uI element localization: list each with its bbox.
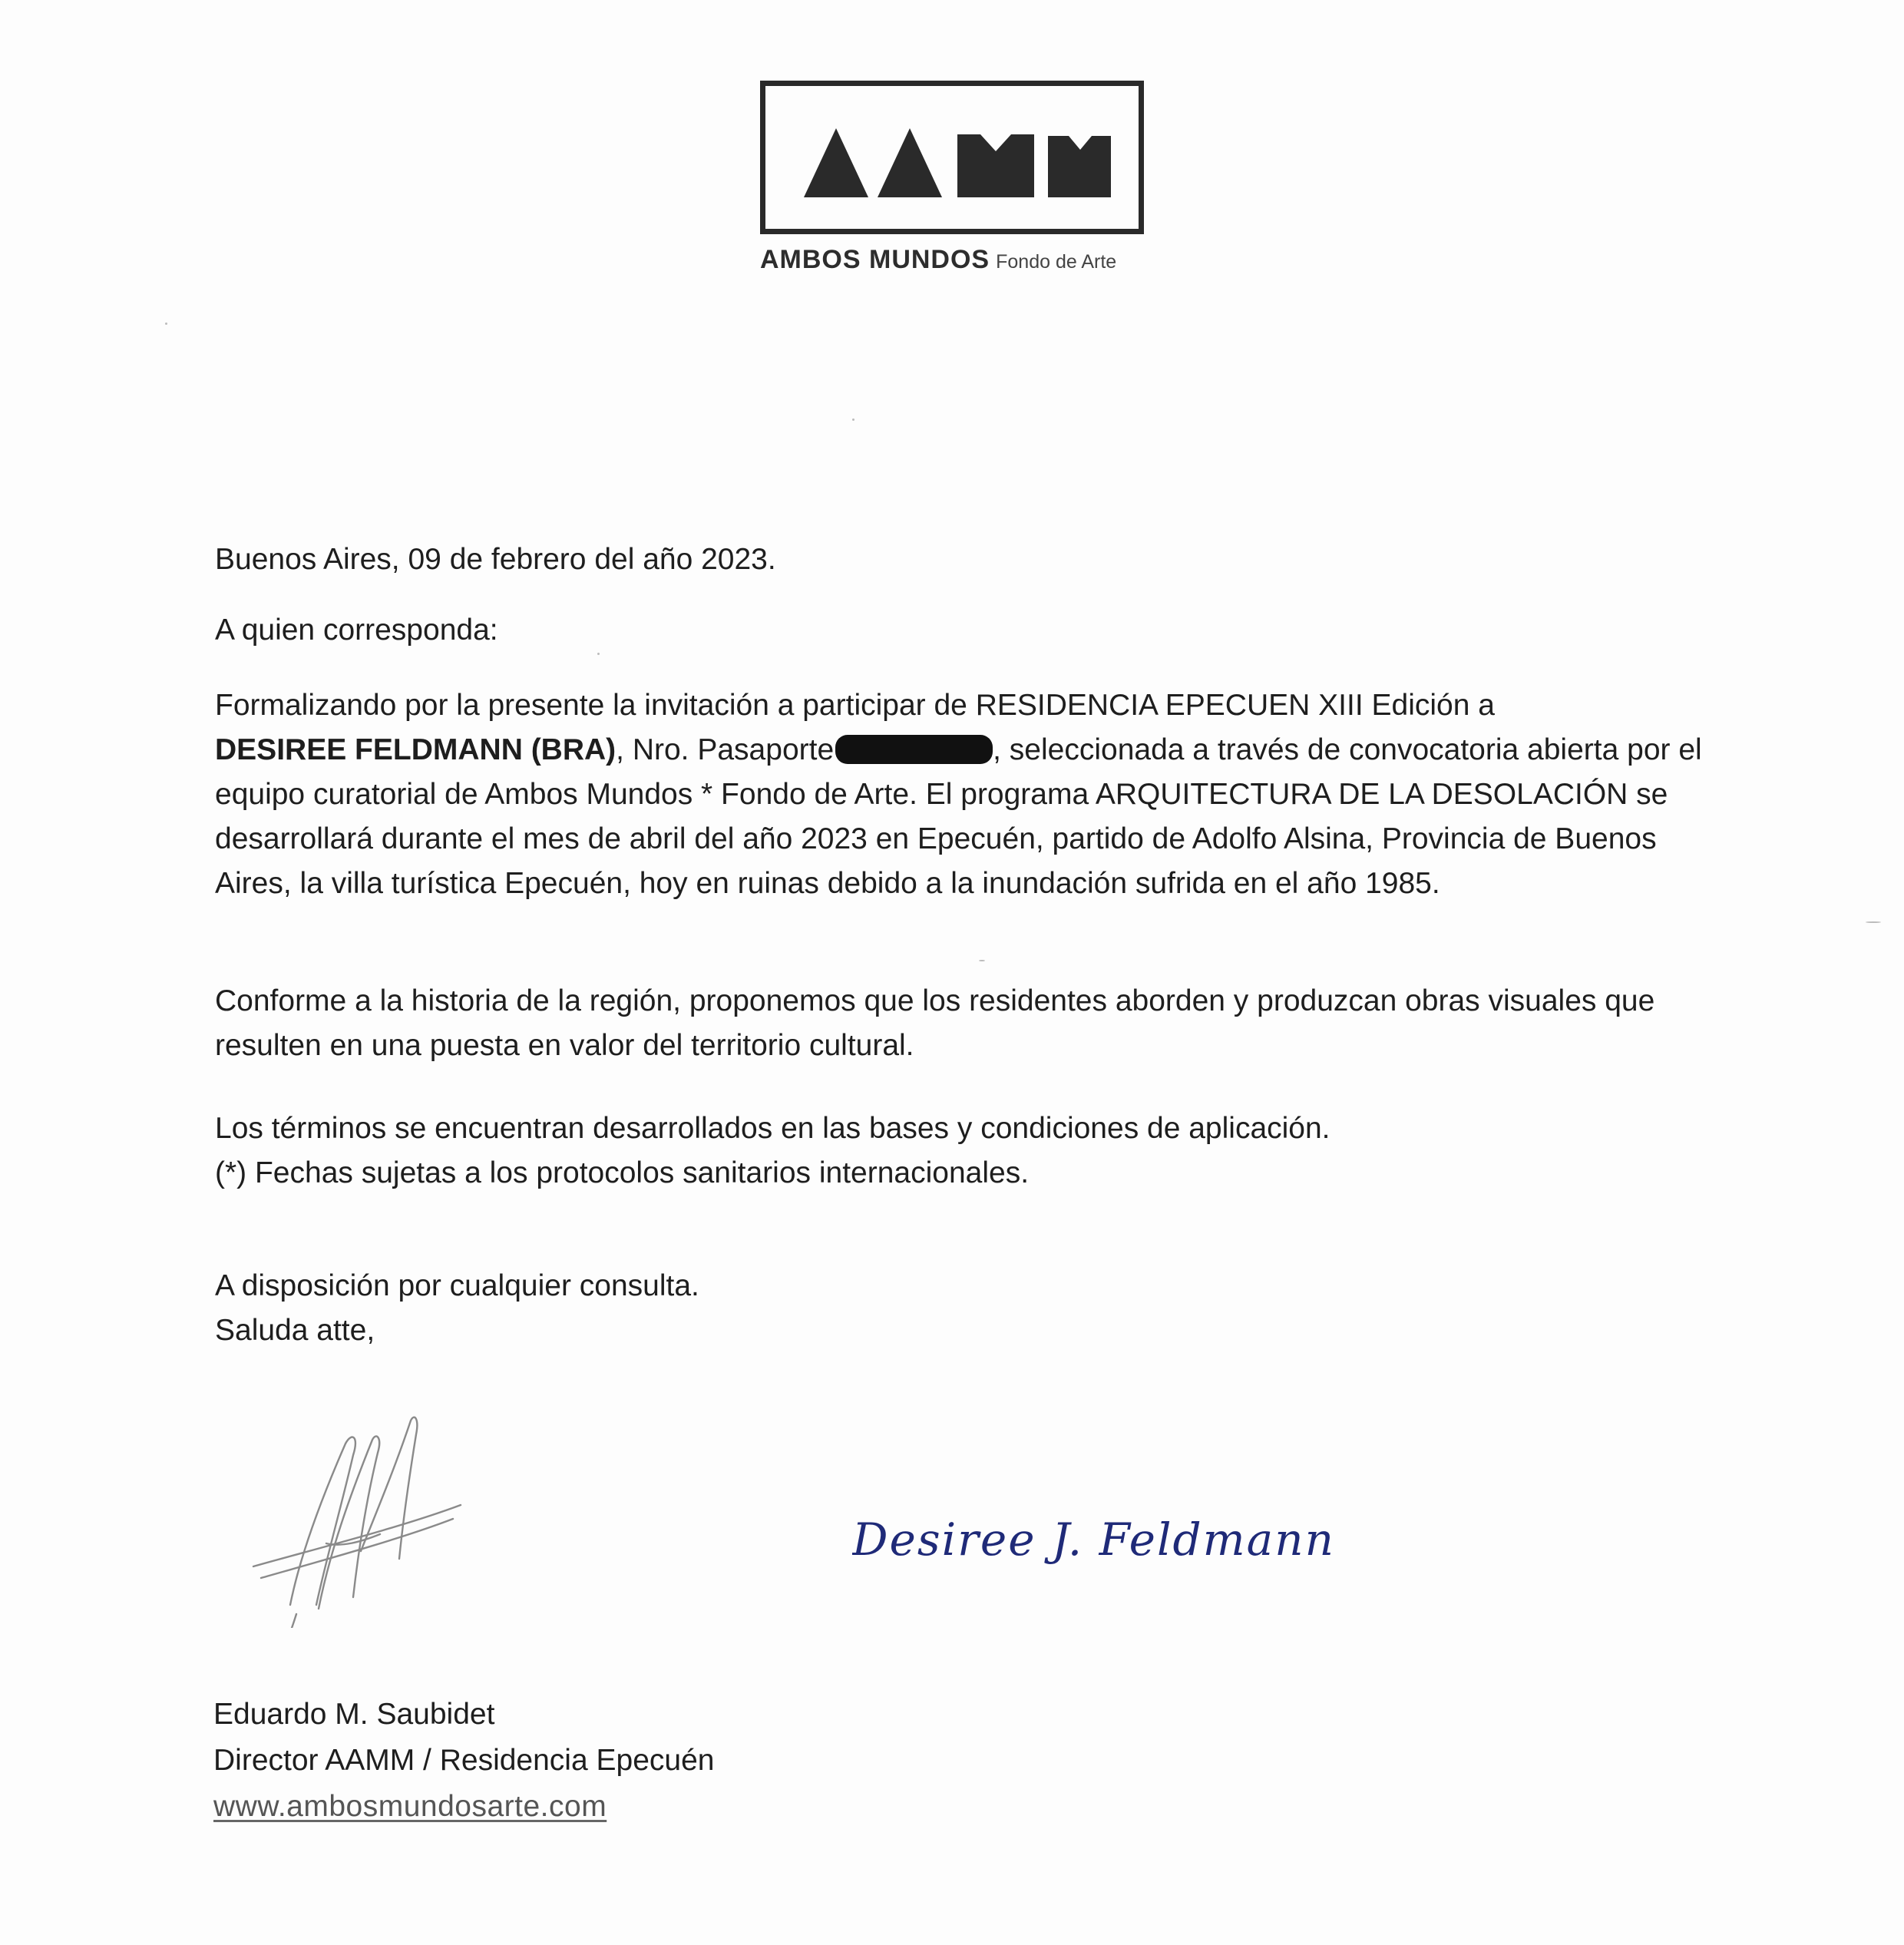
redacted-passport-number	[835, 735, 993, 764]
recipient-signature-text: Desiree J. Feldmann	[852, 1513, 1335, 1566]
closing-line-1: A disposición por cualquier consulta.	[215, 1269, 699, 1302]
website-link[interactable]: www.ambosmundosarte.com	[213, 1790, 607, 1823]
logo-subtitle: Fondo de Arte	[996, 251, 1117, 273]
scan-speck	[979, 960, 985, 961]
dates-note-line: (*) Fechas sujetas a los protocolos sanitarios internacionales.	[215, 1156, 1030, 1189]
recipient-name: DESIREE FELDMANN (BRA)	[215, 733, 616, 766]
sender-title: Director AAMM / Residencia Epecuén	[213, 1744, 715, 1777]
letter-paragraph-2: Conforme a la historia de la región, proponemos que los residentes aborden y produzcan obras visuales que resulten en una puesta en valor del territorio cultural.	[215, 984, 1655, 1062]
closing-line-2: Saluda atte,	[215, 1314, 375, 1347]
letter-paragraph-1	[215, 683, 1720, 906]
recipient-signature	[852, 1509, 1390, 1593]
letter-salutation: A quien corresponda:	[215, 614, 498, 647]
terms-line: Los términos se encuentran desarrollados en las bases y condiciones de aplicación.	[215, 1112, 1330, 1145]
logo-caption	[760, 244, 1159, 277]
sender-name: Eduardo M. Saubidet	[213, 1698, 495, 1731]
letter-date: Buenos Aires, 09 de febrero del año 2023.	[215, 543, 776, 576]
aamm-logo	[760, 81, 1144, 234]
scan-speck	[165, 323, 167, 325]
scan-speck	[1866, 921, 1881, 923]
para1-rest: , seleccionada a través de convocatoria abierta por el equipo curatorial de Ambos Mundos * Fondo de Arte. El programa ARQUITECTURA DE LA DESOLACIÓN se desarrollará durante el mes de abril del año 2023 en Epecuén, partido de Adolfo Alsina, Provincia de Buenos Aires, la villa turística Epecuén, hoy en ruinas debido a la inundación sufrida en el año 1985.	[215, 733, 1702, 900]
aamm-logo-mark	[804, 128, 1111, 197]
sender-block	[213, 1692, 714, 1830]
scan-speck	[597, 653, 600, 655]
letter-closing	[215, 1264, 1689, 1353]
letter-paragraph-3	[215, 1106, 1689, 1196]
director-signature	[246, 1413, 476, 1628]
passport-label: , Nro. Pasaporte	[616, 733, 835, 766]
para1-intro: Formalizando por la presente la invitación a participar de RESIDENCIA EPECUEN XIII Edición a	[215, 689, 1495, 722]
scan-speck	[852, 418, 854, 421]
logo-brand: AMBOS MUNDOS	[760, 245, 990, 274]
